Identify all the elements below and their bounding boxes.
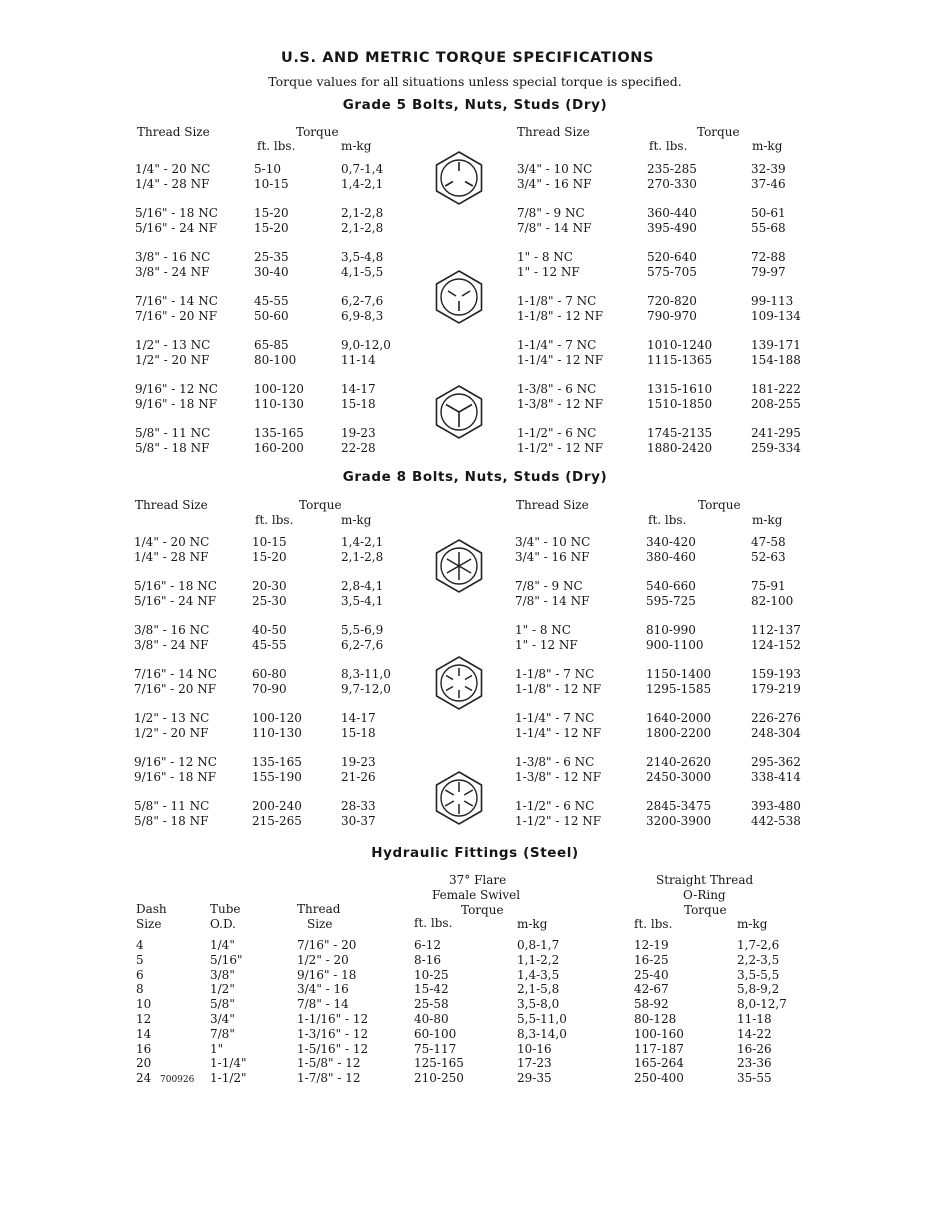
ft-lbs-cell: 100-120 bbox=[252, 711, 302, 725]
ft-lbs-cell: 1010-1240 bbox=[647, 338, 713, 352]
oring-m-kg-cell: 23-36 bbox=[737, 1056, 772, 1071]
thread-size-cell: 1-3/16" - 12 bbox=[297, 1026, 369, 1041]
oring-m-kg-cell: 35-55 bbox=[737, 1071, 772, 1086]
m-kg-cell: 5,5-6,9 bbox=[341, 623, 384, 637]
thread-size-cell: 1/4" - 28 NF bbox=[135, 177, 210, 191]
m-kg-cell: 179-219 bbox=[751, 682, 801, 696]
thread-size-cell: 7/16" - 20 NF bbox=[135, 309, 218, 323]
thread-size-cell: 5/8" - 11 NC bbox=[134, 799, 210, 813]
m-kg-cell: 55-68 bbox=[751, 221, 786, 235]
ft-lbs-cell: 70-90 bbox=[252, 682, 287, 696]
flare-ft-lbs-cell: 75-117 bbox=[414, 1041, 457, 1056]
ft-lbs-cell: 575-705 bbox=[647, 265, 697, 279]
flare-ft-lbs-cell: 125-165 bbox=[414, 1056, 464, 1071]
grade5-right-mkg-header: m-kg bbox=[752, 139, 783, 153]
thread-size-cell: 1/4" - 28 NF bbox=[134, 550, 209, 564]
ft-lbs-cell: 135-165 bbox=[252, 755, 302, 769]
flare-ft-lbs-cell: 210-250 bbox=[414, 1071, 464, 1086]
ft-lbs-cell: 110-130 bbox=[252, 726, 302, 740]
oring-ft-lbs-cell: 42-67 bbox=[634, 982, 669, 997]
document-number: 700926 bbox=[160, 1075, 195, 1085]
thread-size-cell: 1-1/4" - 7 NC bbox=[517, 338, 597, 352]
thread-size-cell: 5/8" - 11 NC bbox=[135, 426, 211, 440]
flare-m-kg-cell: 17-23 bbox=[517, 1056, 552, 1071]
m-kg-cell: 14-17 bbox=[341, 382, 376, 396]
oring-ft-lbs-cell: 16-25 bbox=[634, 952, 669, 967]
ft-lbs-cell: 5-10 bbox=[254, 162, 281, 176]
flare-m-kg-cell: 0,8-1,7 bbox=[517, 938, 560, 952]
ft-lbs-cell: 100-120 bbox=[254, 382, 304, 396]
ft-lbs-cell: 50-60 bbox=[254, 309, 289, 323]
thread-size-cell: 1/4" - 20 NC bbox=[134, 535, 210, 549]
thread-size-cell: 1" - 8 NC bbox=[517, 250, 573, 264]
ft-lbs-cell: 10-15 bbox=[254, 177, 289, 191]
thread-size-cell: 1/2" - 20 NF bbox=[135, 353, 210, 367]
ft-lbs-cell: 25-30 bbox=[252, 594, 287, 608]
tube-od-header: O.D. bbox=[210, 917, 236, 931]
flare-ft-lbs-cell: 40-80 bbox=[414, 1012, 449, 1026]
thread-size-cell: 1-1/4" - 7 NC bbox=[515, 711, 595, 725]
tube-od-cell: 1" bbox=[210, 1041, 224, 1056]
thread-size-cell: 1/2" - 20 NF bbox=[134, 726, 209, 740]
m-kg-cell: 3,5-4,1 bbox=[341, 594, 384, 608]
thread-size-cell: 1-1/2" - 6 NC bbox=[517, 426, 597, 440]
ft-lbs-cell: 15-20 bbox=[254, 206, 289, 220]
flare-m-kg-cell: 8,3-14,0 bbox=[517, 1026, 567, 1041]
m-kg-cell: 4,1-5,5 bbox=[341, 265, 384, 279]
oring-m-kg-cell: 1,7-2,6 bbox=[737, 938, 780, 952]
flare-ft-lbs-cell: 25-58 bbox=[414, 997, 449, 1012]
tube-od-cell: 5/8" bbox=[210, 997, 235, 1012]
flare-header-3: Torque bbox=[461, 903, 504, 917]
oring-ft-lbs-cell: 250-400 bbox=[634, 1071, 684, 1086]
ft-lbs-cell: 1800-2200 bbox=[646, 726, 712, 740]
grade5-right-thread-header: Thread Size bbox=[517, 125, 590, 139]
m-kg-cell: 154-188 bbox=[751, 353, 801, 367]
m-kg-cell: 2,8-4,1 bbox=[341, 579, 384, 593]
grade8-bolt-head-icon bbox=[433, 538, 485, 594]
m-kg-cell: 2,1-2,8 bbox=[341, 206, 384, 220]
m-kg-cell: 338-414 bbox=[751, 770, 801, 784]
m-kg-cell: 2,1-2,8 bbox=[341, 221, 384, 235]
dash-size-cell: 12 bbox=[136, 1012, 152, 1026]
thread-size-cell: 5/16" - 24 NF bbox=[134, 594, 217, 608]
m-kg-cell: 112-137 bbox=[751, 623, 801, 637]
ft-lbs-cell: 900-1100 bbox=[646, 638, 704, 652]
ft-lbs-cell: 340-420 bbox=[646, 535, 696, 549]
ft-lbs-cell: 65-85 bbox=[254, 338, 289, 352]
grade8-right-torque-header: Torque bbox=[698, 498, 741, 512]
thread-size-cell: 1-1/2" - 6 NC bbox=[515, 799, 595, 813]
grade5-right-ftlbs-header: ft. lbs. bbox=[649, 139, 688, 153]
ft-lbs-cell: 790-970 bbox=[647, 309, 697, 323]
m-kg-cell: 72-88 bbox=[751, 250, 786, 264]
ft-lbs-cell: 80-100 bbox=[254, 353, 297, 367]
m-kg-cell: 442-538 bbox=[751, 814, 801, 828]
grade8-bolt-head-icon bbox=[433, 655, 485, 711]
ft-lbs-cell: 380-460 bbox=[646, 550, 696, 564]
thread-size-cell: 1/2" - 13 NC bbox=[134, 711, 210, 725]
m-kg-cell: 52-63 bbox=[751, 550, 786, 564]
thread-size-cell: 7/8" - 9 NC bbox=[517, 206, 585, 220]
ft-lbs-cell: 1880-2420 bbox=[647, 441, 713, 455]
flare-ftlbs-header: ft. lbs. bbox=[414, 916, 453, 930]
ft-lbs-cell: 20-30 bbox=[252, 579, 287, 593]
oring-m-kg-cell: 3,5-5,5 bbox=[737, 967, 780, 982]
ft-lbs-cell: 15-20 bbox=[254, 221, 289, 235]
thread-size-cell: 3/8" - 24 NF bbox=[134, 638, 209, 652]
m-kg-cell: 19-23 bbox=[341, 755, 376, 769]
thread-size-cell: 7/16" - 20 NF bbox=[134, 682, 217, 696]
ft-lbs-cell: 810-990 bbox=[646, 623, 696, 637]
thread-size-cell: 7/8" - 9 NC bbox=[515, 579, 583, 593]
oring-ft-lbs-cell: 25-40 bbox=[634, 967, 669, 982]
m-kg-cell: 47-58 bbox=[751, 535, 786, 549]
ft-lbs-cell: 60-80 bbox=[252, 667, 287, 681]
m-kg-cell: 50-61 bbox=[751, 206, 786, 220]
dash-size-header: Size bbox=[136, 917, 162, 931]
oring-m-kg-cell: 5,8-9,2 bbox=[737, 982, 780, 997]
tube-od-cell: 5/16" bbox=[210, 952, 243, 967]
ft-lbs-cell: 595-725 bbox=[646, 594, 696, 608]
page-title: U.S. AND METRIC TORQUE SPECIFICATIONS bbox=[280, 50, 655, 66]
thread-size-header: Size bbox=[307, 917, 333, 931]
m-kg-cell: 393-480 bbox=[751, 799, 801, 813]
thread-size-cell: 5/8" - 18 NF bbox=[134, 814, 209, 828]
thread-size-cell: 1-1/2" - 12 NF bbox=[515, 814, 602, 828]
ft-lbs-cell: 3200-3900 bbox=[646, 814, 712, 828]
ft-lbs-cell: 270-330 bbox=[647, 177, 697, 191]
thread-size-cell: 7/8" - 14 NF bbox=[517, 221, 592, 235]
ft-lbs-cell: 1640-2000 bbox=[646, 711, 712, 725]
grade8-left-mkg-header: m-kg bbox=[341, 513, 372, 527]
thread-size-cell: 9/16" - 12 NC bbox=[135, 382, 218, 396]
grade5-bolt-head-icon bbox=[433, 384, 485, 440]
dash-size-cell: 16 bbox=[136, 1041, 152, 1056]
thread-size-cell: 1/2" - 20 bbox=[297, 952, 349, 967]
tube-od-cell: 1-1/4" bbox=[210, 1056, 247, 1071]
thread-size-cell: 1/4" - 20 NC bbox=[135, 162, 211, 176]
thread-size-cell: 1-1/8" - 7 NC bbox=[517, 294, 597, 308]
thread-size-cell: 1-5/16" - 12 bbox=[297, 1041, 369, 1056]
ft-lbs-cell: 1745-2135 bbox=[647, 426, 713, 440]
grade5-left-torque-header: Torque bbox=[296, 125, 339, 139]
oring-m-kg-cell: 14-22 bbox=[737, 1026, 772, 1041]
m-kg-cell: 159-193 bbox=[751, 667, 801, 681]
grade8-right-mkg-header: m-kg bbox=[752, 513, 783, 527]
grade5-title: Grade 5 Bolts, Nuts, Studs (Dry) bbox=[342, 97, 608, 113]
m-kg-cell: 21-26 bbox=[341, 770, 376, 784]
ft-lbs-cell: 45-55 bbox=[252, 638, 287, 652]
oring-ft-lbs-cell: 12-19 bbox=[634, 938, 669, 952]
thread-size-cell: 1-7/8" - 12 bbox=[297, 1071, 361, 1086]
m-kg-cell: 248-304 bbox=[751, 726, 801, 740]
grade8-left-thread-header: Thread Size bbox=[135, 498, 208, 512]
thread-size-cell: 5/8" - 18 NF bbox=[135, 441, 210, 455]
ft-lbs-cell: 40-50 bbox=[252, 623, 287, 637]
ft-lbs-cell: 235-285 bbox=[647, 162, 697, 176]
ft-lbs-cell: 540-660 bbox=[646, 579, 696, 593]
oring-m-kg-cell: 8,0-12,7 bbox=[737, 997, 787, 1012]
m-kg-cell: 6,9-8,3 bbox=[341, 309, 384, 323]
m-kg-cell: 32-39 bbox=[751, 162, 786, 176]
thread-size-cell: 1" - 12 NF bbox=[515, 638, 578, 652]
grade5-right-torque-header: Torque bbox=[697, 125, 740, 139]
m-kg-cell: 28-33 bbox=[341, 799, 376, 813]
grade5-bolt-head-icon bbox=[433, 150, 485, 206]
m-kg-cell: 109-134 bbox=[751, 309, 801, 323]
m-kg-cell: 208-255 bbox=[751, 397, 801, 411]
m-kg-cell: 22-28 bbox=[341, 441, 376, 455]
flare-m-kg-cell: 5,5-11,0 bbox=[517, 1012, 567, 1026]
flare-m-kg-cell: 10-16 bbox=[517, 1041, 552, 1056]
m-kg-cell: 2,1-2,8 bbox=[341, 550, 384, 564]
oring-ftlbs-header: ft. lbs. bbox=[634, 917, 673, 931]
flare-ft-lbs-cell: 60-100 bbox=[414, 1026, 457, 1041]
ft-lbs-cell: 110-130 bbox=[254, 397, 304, 411]
thread-size-cell: 3/4" - 10 NC bbox=[517, 162, 593, 176]
oring-m-kg-cell: 11-18 bbox=[737, 1012, 772, 1026]
thread-size-cell: 3/4" - 16 NF bbox=[515, 550, 590, 564]
m-kg-cell: 9,7-12,0 bbox=[341, 682, 391, 696]
flare-ft-lbs-cell: 8-16 bbox=[414, 952, 441, 967]
thread-size-cell: 9/16" - 18 NF bbox=[134, 770, 217, 784]
ft-lbs-cell: 1150-1400 bbox=[646, 667, 712, 681]
thread-size-cell: 1/2" - 13 NC bbox=[135, 338, 211, 352]
m-kg-cell: 9,0-12,0 bbox=[341, 338, 391, 352]
thread-size-cell: 9/16" - 18 NF bbox=[135, 397, 218, 411]
flare-m-kg-cell: 29-35 bbox=[517, 1071, 552, 1086]
thread-size-cell: 7/16" - 14 NC bbox=[134, 667, 217, 681]
tube-od-cell: 3/8" bbox=[210, 967, 235, 982]
m-kg-cell: 79-97 bbox=[751, 265, 786, 279]
flare-ft-lbs-cell: 6-12 bbox=[414, 938, 441, 952]
m-kg-cell: 181-222 bbox=[751, 382, 801, 396]
thread-size-cell: 3/8" - 16 NC bbox=[135, 250, 211, 264]
grade5-left-ftlbs-header: ft. lbs. bbox=[257, 139, 296, 153]
ft-lbs-cell: 25-35 bbox=[254, 250, 289, 264]
ft-lbs-cell: 2140-2620 bbox=[646, 755, 712, 769]
ft-lbs-cell: 160-200 bbox=[254, 441, 304, 455]
ft-lbs-cell: 15-20 bbox=[252, 550, 287, 564]
ft-lbs-cell: 45-55 bbox=[254, 294, 289, 308]
thread-size-cell: 5/16" - 24 NF bbox=[135, 221, 218, 235]
m-kg-cell: 11-14 bbox=[341, 353, 376, 367]
thread-size-cell: 1-1/16" - 12 bbox=[297, 1012, 369, 1026]
ft-lbs-cell: 1510-1850 bbox=[647, 397, 713, 411]
oring-m-kg-cell: 16-26 bbox=[737, 1041, 772, 1056]
m-kg-cell: 0,7-1,4 bbox=[341, 162, 384, 176]
ft-lbs-cell: 1295-1585 bbox=[646, 682, 712, 696]
ft-lbs-cell: 1115-1365 bbox=[647, 353, 713, 367]
tube-od-cell: 1/2" bbox=[210, 982, 235, 997]
m-kg-cell: 226-276 bbox=[751, 711, 801, 725]
grade8-right-ftlbs-header: ft. lbs. bbox=[648, 513, 687, 527]
ft-lbs-cell: 720-820 bbox=[647, 294, 697, 308]
m-kg-cell: 30-37 bbox=[341, 814, 376, 828]
ft-lbs-cell: 200-240 bbox=[252, 799, 302, 813]
grade8-right-thread-header: Thread Size bbox=[516, 498, 589, 512]
oring-ft-lbs-cell: 58-92 bbox=[634, 997, 669, 1012]
m-kg-cell: 6,2-7,6 bbox=[341, 294, 384, 308]
thread-size-cell: 3/8" - 24 NF bbox=[135, 265, 210, 279]
grade5-bolt-head-icon bbox=[433, 269, 485, 325]
ft-lbs-cell: 135-165 bbox=[254, 426, 304, 440]
flare-mkg-header: m-kg bbox=[517, 917, 548, 931]
ft-lbs-cell: 215-265 bbox=[252, 814, 302, 828]
grade8-bolt-head-icon bbox=[433, 770, 485, 826]
m-kg-cell: 124-152 bbox=[751, 638, 801, 652]
ft-lbs-cell: 520-640 bbox=[647, 250, 697, 264]
ft-lbs-cell: 155-190 bbox=[252, 770, 302, 784]
m-kg-cell: 139-171 bbox=[751, 338, 801, 352]
flare-m-kg-cell: 3,5-8,0 bbox=[517, 997, 560, 1012]
dash-header: Dash bbox=[136, 902, 167, 916]
thread-size-cell: 3/4" - 10 NC bbox=[515, 535, 591, 549]
dash-size-cell: 5 bbox=[136, 952, 144, 967]
flare-ft-lbs-cell: 15-42 bbox=[414, 982, 449, 997]
thread-size-cell: 7/8" - 14 NF bbox=[515, 594, 590, 608]
thread-size-cell: 1-1/4" - 12 NF bbox=[515, 726, 602, 740]
thread-size-cell: 3/4" - 16 bbox=[297, 982, 349, 997]
m-kg-cell: 1,4-2,1 bbox=[341, 177, 384, 191]
grade5-left-mkg-header: m-kg bbox=[341, 139, 372, 153]
thread-size-cell: 9/16" - 12 NC bbox=[134, 755, 217, 769]
grade8-title: Grade 8 Bolts, Nuts, Studs (Dry) bbox=[342, 469, 608, 485]
thread-size-cell: 1" - 8 NC bbox=[515, 623, 571, 637]
thread-size-cell: 1-1/8" - 12 NF bbox=[517, 309, 604, 323]
dash-size-cell: 4 bbox=[136, 938, 144, 952]
oring-ft-lbs-cell: 165-264 bbox=[634, 1056, 684, 1071]
thread-size-cell: 1-3/8" - 12 NF bbox=[517, 397, 604, 411]
oring-header-1: Straight Thread bbox=[656, 873, 754, 887]
dash-size-cell: 6 bbox=[136, 967, 144, 982]
m-kg-cell: 15-18 bbox=[341, 397, 376, 411]
thread-size-cell: 9/16" - 18 bbox=[297, 967, 357, 982]
thread-size-cell: 1-1/8" - 7 NC bbox=[515, 667, 595, 681]
m-kg-cell: 8,3-11,0 bbox=[341, 667, 391, 681]
dash-size-cell: 24 bbox=[136, 1071, 152, 1086]
thread-size-cell: 1-3/8" - 6 NC bbox=[515, 755, 595, 769]
flare-m-kg-cell: 1,1-2,2 bbox=[517, 952, 560, 967]
oring-header-2: O-Ring bbox=[683, 888, 726, 902]
dash-size-cell: 20 bbox=[136, 1056, 152, 1071]
tube-header: Tube bbox=[210, 902, 241, 916]
m-kg-cell: 14-17 bbox=[341, 711, 376, 725]
ft-lbs-cell: 2450-3000 bbox=[646, 770, 712, 784]
m-kg-cell: 295-362 bbox=[751, 755, 801, 769]
grade8-left-torque-header: Torque bbox=[299, 498, 342, 512]
tube-od-cell: 1-1/2" bbox=[210, 1071, 247, 1086]
flare-m-kg-cell: 2,1-5,8 bbox=[517, 982, 560, 997]
flare-m-kg-cell: 1,4-3,5 bbox=[517, 967, 560, 982]
dash-size-cell: 10 bbox=[136, 997, 152, 1012]
grade5-left-thread-header: Thread Size bbox=[137, 125, 210, 139]
oring-m-kg-cell: 2,2-3,5 bbox=[737, 952, 780, 967]
thread-size-cell: 1-1/2" - 12 NF bbox=[517, 441, 604, 455]
thread-header: Thread bbox=[297, 902, 341, 916]
hydraulic-title: Hydraulic Fittings (Steel) bbox=[371, 845, 579, 861]
thread-size-cell: 1-1/4" - 12 NF bbox=[517, 353, 604, 367]
m-kg-cell: 37-46 bbox=[751, 177, 786, 191]
thread-size-cell: 1-1/8" - 12 NF bbox=[515, 682, 602, 696]
oring-mkg-header: m-kg bbox=[737, 917, 768, 931]
thread-size-cell: 1-5/8" - 12 bbox=[297, 1056, 361, 1071]
m-kg-cell: 6,2-7,6 bbox=[341, 638, 384, 652]
ft-lbs-cell: 360-440 bbox=[647, 206, 697, 220]
m-kg-cell: 241-295 bbox=[751, 426, 801, 440]
thread-size-cell: 3/4" - 16 NF bbox=[517, 177, 592, 191]
ft-lbs-cell: 395-490 bbox=[647, 221, 697, 235]
oring-ft-lbs-cell: 117-187 bbox=[634, 1041, 684, 1056]
m-kg-cell: 259-334 bbox=[751, 441, 801, 455]
ft-lbs-cell: 1315-1610 bbox=[647, 382, 713, 396]
ft-lbs-cell: 10-15 bbox=[252, 535, 287, 549]
thread-size-cell: 5/16" - 18 NC bbox=[134, 579, 217, 593]
m-kg-cell: 19-23 bbox=[341, 426, 376, 440]
m-kg-cell: 15-18 bbox=[341, 726, 376, 740]
tube-od-cell: 7/8" bbox=[210, 1026, 235, 1041]
flare-ft-lbs-cell: 10-25 bbox=[414, 967, 449, 982]
tube-od-cell: 3/4" bbox=[210, 1012, 235, 1026]
ft-lbs-cell: 2845-3475 bbox=[646, 799, 712, 813]
dash-size-cell: 14 bbox=[136, 1026, 152, 1041]
grade8-left-ftlbs-header: ft. lbs. bbox=[255, 513, 294, 527]
page-subtitle: Torque values for all situations unless special torque is specified. bbox=[268, 74, 682, 89]
thread-size-cell: 7/8" - 14 bbox=[297, 997, 349, 1012]
thread-size-cell: 7/16" - 14 NC bbox=[135, 294, 218, 308]
thread-size-cell: 1-3/8" - 6 NC bbox=[517, 382, 597, 396]
m-kg-cell: 1,4-2,1 bbox=[341, 535, 384, 549]
oring-ft-lbs-cell: 80-128 bbox=[634, 1012, 677, 1026]
thread-size-cell: 1-3/8" - 12 NF bbox=[515, 770, 602, 784]
thread-size-cell: 3/8" - 16 NC bbox=[134, 623, 210, 637]
m-kg-cell: 3,5-4,8 bbox=[341, 250, 384, 264]
dash-size-cell: 8 bbox=[136, 982, 144, 997]
oring-ft-lbs-cell: 100-160 bbox=[634, 1026, 684, 1041]
m-kg-cell: 99-113 bbox=[751, 294, 794, 308]
ft-lbs-cell: 30-40 bbox=[254, 265, 289, 279]
tube-od-cell: 1/4" bbox=[210, 938, 235, 952]
m-kg-cell: 82-100 bbox=[751, 594, 794, 608]
thread-size-cell: 1" - 12 NF bbox=[517, 265, 580, 279]
thread-size-cell: 7/16" - 20 bbox=[297, 938, 357, 952]
thread-size-cell: 5/16" - 18 NC bbox=[135, 206, 218, 220]
flare-header-1: 37° Flare bbox=[449, 873, 507, 887]
m-kg-cell: 75-91 bbox=[751, 579, 786, 593]
oring-header-3: Torque bbox=[684, 903, 727, 917]
flare-header-2: Female Swivel bbox=[432, 888, 521, 902]
